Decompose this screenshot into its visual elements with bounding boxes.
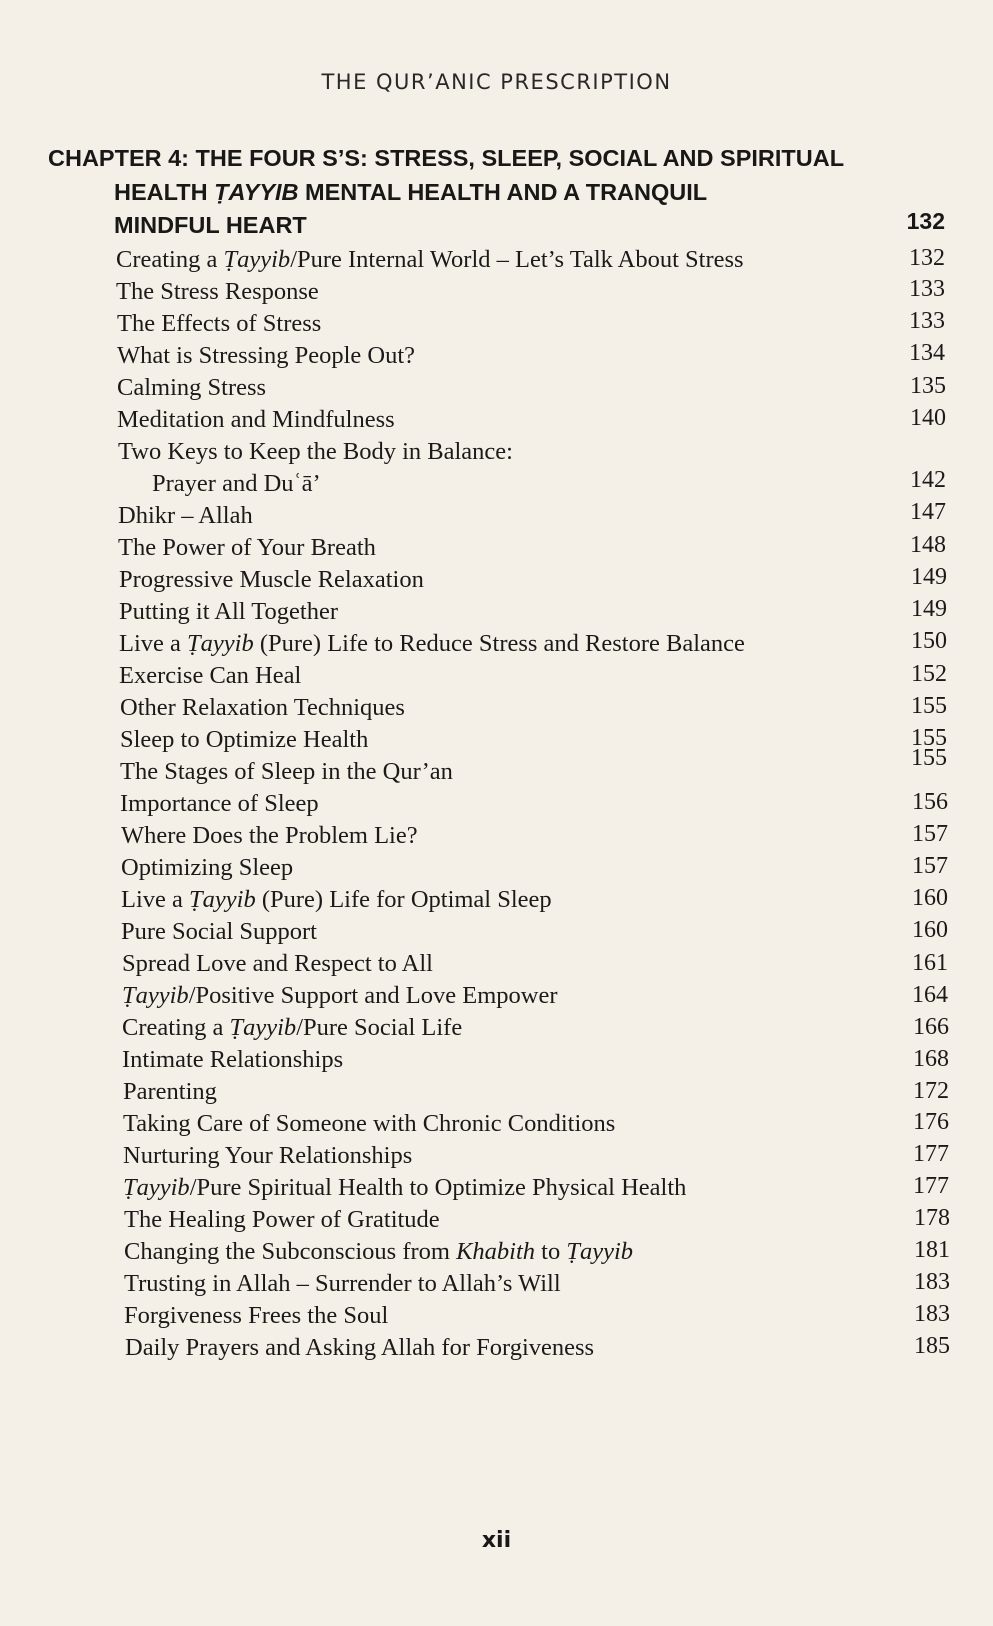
toc-entry-page: 135 [910,373,946,399]
toc-entry-title: Parenting [123,1078,217,1105]
toc-entry-title: What is Stressing People Out? [117,342,416,369]
chapter-heading-line-2: HEALTH ṬAYYIB MENTAL HEALTH AND A TRANQUIL [114,178,708,205]
toc-entry-title: Taking Care of Someone with Chronic Conditions [123,1110,616,1137]
toc-entry-page: 147 [910,499,946,525]
toc-entry-title: The Stress Response [116,278,319,305]
toc-entry-page: 176 [913,1109,949,1135]
toc-entry-title: Two Keys to Keep the Body in Balance: [118,438,513,465]
toc-entry-title: Forgiveness Frees the Soul [124,1302,389,1329]
toc-entry-page: 177 [913,1173,949,1199]
toc-entry-page: 155 [911,745,947,771]
toc-entry-page: 160 [912,885,948,911]
toc-entry-page: 157 [912,853,948,879]
toc-entry-title: The Effects of Stress [117,310,322,337]
toc-entry-title: Prayer and Duʿā’ [152,470,321,497]
toc-entry-page: 134 [909,340,945,366]
toc-entry-title: Sleep to Optimize Health [120,726,369,753]
toc-entry-title: Meditation and Mindfulness [117,406,395,433]
toc-entry-page: 148 [910,532,946,558]
toc-entry-page: 164 [912,982,948,1008]
toc-entry-title: Creating a Ṭayyib/Pure Internal World – Let’s Talk About Stress [116,246,744,273]
toc-entry-page: 132 [909,245,945,271]
toc-entry-page: 150 [911,628,947,654]
toc-entry-page: 178 [914,1205,950,1231]
toc-entry-page: 133 [909,276,945,302]
toc-entry-page: 185 [914,1333,950,1359]
toc-entry-title: Dhikr – Allah [118,502,253,529]
chapter-heading-line-1: CHAPTER 4: THE FOUR S’S: STRESS, SLEEP, SOCIAL AND SPIRITUAL [48,145,845,171]
toc-entry-title: Daily Prayers and Asking Allah for Forgiveness [125,1334,595,1361]
toc-entry-page: 177 [913,1141,949,1167]
running-head: THE QUR’ANIC PRESCRIPTION [321,70,672,94]
toc-entry-title: Exercise Can Heal [119,662,302,689]
toc-entry-title: Creating a Ṭayyib/Pure Social Life [122,1014,463,1041]
toc-entry-page: 156 [912,789,948,815]
toc-entry-page: 166 [913,1014,949,1040]
toc-entry-page: 172 [913,1078,949,1104]
toc-entry-page: 149 [911,564,947,590]
toc-entry-page: 157 [912,821,948,847]
toc-entry-title: Optimizing Sleep [121,854,294,881]
toc-entry-title: Live a Ṭayyib (Pure) Life for Optimal Sleep [121,886,552,913]
toc-entry-title: Trusting in Allah – Surrender to Allah’s Will [124,1270,561,1297]
toc-entry-page: 160 [912,917,948,943]
toc-entry-title: The Healing Power of Gratitude [124,1206,440,1233]
toc-entry-page: 168 [913,1046,949,1072]
toc-entry-page: 155 [911,725,947,751]
toc-entry-title: Ṭayyib/Positive Support and Love Empower [122,982,558,1009]
toc-entry-title: Pure Social Support [121,918,317,945]
toc-entry-title: Live a Ṭayyib (Pure) Life to Reduce Stress and Restore Balance [119,630,745,657]
toc-entry-page: 133 [909,308,945,334]
toc-entry-page: 161 [912,950,948,976]
page-folio: xii [481,1528,512,1553]
toc-entry-title: Importance of Sleep [120,790,319,817]
toc-entry-title: Other Relaxation Techniques [120,694,405,721]
toc-entry-page: 140 [910,405,946,431]
toc-entry-title: Calming Stress [117,374,267,401]
toc-entry-title: Ṭayyib/Pure Spiritual Health to Optimize Physical Health [123,1174,687,1201]
chapter-page-number: 132 [906,208,945,234]
toc-entry-title: The Power of Your Breath [118,534,376,561]
toc-entry-page: 183 [914,1301,950,1327]
toc-entry-title: Spread Love and Respect to All [122,950,433,977]
toc-entry-title: Intimate Relationships [122,1046,344,1073]
toc-entry-title: Where Does the Problem Lie? [121,822,418,849]
toc-entry-title: Putting it All Together [119,598,339,625]
toc-entry-title: Nurturing Your Relationships [123,1142,413,1169]
toc-entry-page: 181 [914,1237,950,1263]
toc-entry-page: 152 [911,661,947,687]
toc-entry-page: 155 [911,693,947,719]
toc-entry-page: 149 [911,596,947,622]
toc-entry-page: 183 [914,1269,950,1295]
toc-entry-page: 142 [910,467,946,493]
chapter-heading-line-3: MINDFUL HEART [114,212,307,238]
toc-entry-title: The Stages of Sleep in the Qur’an [120,758,453,785]
toc-entry-title: Changing the Subconscious from Khabith to Ṭayyib [124,1238,634,1265]
toc-entry-title: Progressive Muscle Relaxation [119,566,424,593]
